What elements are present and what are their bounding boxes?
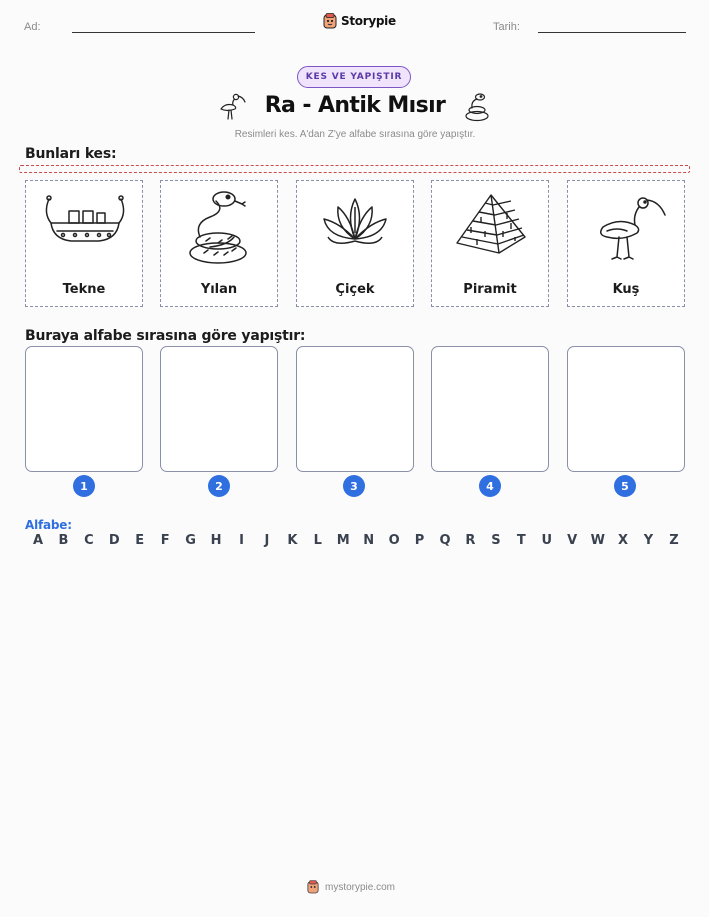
boat-icon [35, 187, 133, 267]
alphabet-letter: A [32, 533, 44, 548]
alphabet-letter: B [58, 533, 69, 548]
paste-slot-5[interactable] [567, 346, 685, 472]
storypie-mascot-icon [307, 880, 319, 894]
cut-card-boat[interactable] [25, 180, 143, 307]
alphabet-letter: E [135, 533, 145, 548]
alphabet-letter: O [388, 533, 400, 548]
brand-logo [323, 13, 396, 29]
cut-card-flower[interactable] [296, 180, 414, 307]
alphabet-letter: H [210, 533, 222, 548]
paste-slot-2[interactable] [160, 346, 278, 472]
alphabet-letter: T [516, 533, 526, 548]
paste-slot-1[interactable] [25, 346, 143, 472]
alphabet-letter: C [84, 533, 94, 548]
activity-badge: KES VE YAPIŞTIR [297, 66, 411, 88]
alphabet-letter: M [336, 533, 350, 548]
card-label: Kuş [612, 282, 640, 297]
cut-card-pyramid[interactable] [431, 180, 549, 307]
slot-number-badge: 4 [479, 475, 501, 497]
card-label: Yılan [200, 282, 238, 297]
alphabet-letter: U [541, 533, 553, 548]
ibis-bird-icon [577, 187, 675, 267]
pyramid-icon [441, 187, 539, 267]
slot-number-badge: 3 [343, 475, 365, 497]
cut-section-heading: Bunları kes: [25, 146, 117, 162]
alphabet-letter: I [239, 533, 244, 548]
alphabet-letter: W [590, 533, 605, 548]
alphabet-letter: Q [439, 533, 451, 548]
alphabet-letter: D [108, 533, 120, 548]
alphabet-letter: P [414, 533, 425, 548]
alphabet-letter: L [313, 533, 322, 548]
paste-section-heading: Buraya alfabe sırasına göre yapıştır: [25, 328, 306, 344]
snake-icon [463, 92, 491, 122]
slot-number-badge: 5 [614, 475, 636, 497]
brand-name: Storypie [341, 14, 396, 28]
lotus-flower-icon [306, 187, 404, 267]
card-label: Çiçek [335, 282, 375, 297]
snake-icon [170, 187, 268, 267]
date-label: Tarih: [493, 21, 520, 33]
alphabet-letter: F [160, 533, 170, 548]
name-label: Ad: [24, 21, 41, 33]
paste-slot-4[interactable] [431, 346, 549, 472]
name-line[interactable] [72, 32, 255, 33]
footer-url[interactable]: mystorypie.com [325, 881, 396, 893]
storypie-mascot-icon [323, 13, 337, 29]
alphabet-letter: K [287, 533, 298, 548]
alphabet-letter: X [618, 533, 629, 548]
card-label: Tekne [62, 282, 106, 297]
date-line[interactable] [538, 32, 686, 33]
alphabet-letter: V [567, 533, 578, 548]
alphabet-letter: Y [643, 533, 654, 548]
alphabet-letter: G [185, 533, 196, 548]
cut-card-bird[interactable] [567, 180, 685, 307]
page-title: Ra - Antik Mısır [264, 93, 446, 118]
alphabet-row [31, 533, 681, 548]
alphabet-letter: N [363, 533, 375, 548]
alphabet-letter: J [264, 533, 270, 548]
paste-slot-3[interactable] [296, 346, 414, 472]
instructions: Resimleri kes. A'dan Z'ye alfabe sırasına göre yapıştır. [234, 129, 476, 140]
footer [307, 880, 395, 894]
cut-card-snake[interactable] [160, 180, 278, 307]
alphabet-letter: Z [669, 533, 679, 548]
alphabet-letter: S [491, 533, 501, 548]
card-label: Piramit [463, 282, 517, 297]
slot-number-badge: 1 [73, 475, 95, 497]
alphabet-heading: Alfabe: [25, 518, 72, 532]
slot-number-badge: 2 [208, 475, 230, 497]
alphabet-letter: R [465, 533, 476, 548]
cut-line [19, 165, 690, 173]
